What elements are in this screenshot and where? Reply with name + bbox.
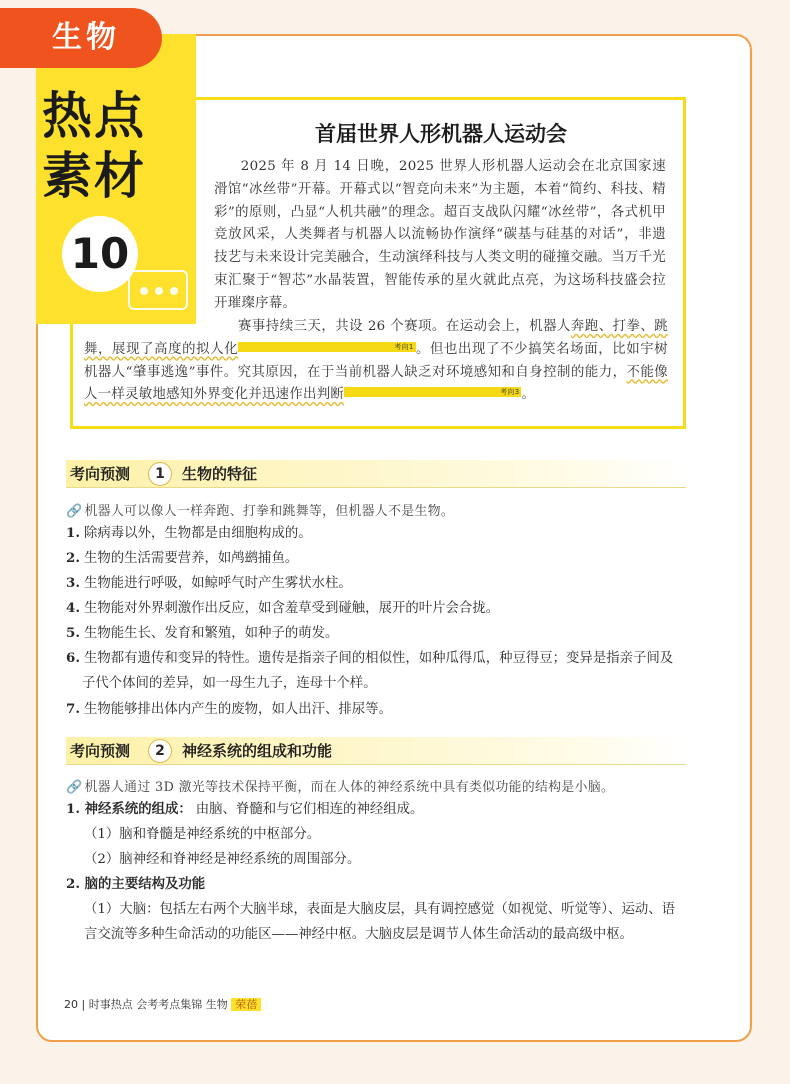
link-icon: 🔗 <box>66 780 83 795</box>
material-paragraph-1: 2025 年 8 月 14 日晚，2025 世界人形机器人运动会在北京国家速滑馆“冰丝带”开幕。开幕式以“智竞向未来”为主题，本着“简约、科技、精彩”的原则，凸显“人机共融”的理念。超百支战队闪耀“冰丝带”，各式机甲竞放风采，人类舞者与机器人以流畅协作演绎“碳基与硅基的对话”，非遗技艺与未来设计完美融合，生动演绎科技与人类文明的碰撞交融。当万千光束汇聚于“智芯”水晶装置，智能传承的星火就此点亮，为这场科技盛会拉开璀璨序幕。 <box>214 159 666 311</box>
section-2-intro <box>66 776 614 795</box>
list-item: 3. 生物能进行呼吸，如鲸呼气时产生雾状水柱。 <box>66 575 352 591</box>
section-2-header <box>66 737 686 765</box>
p2-text-a: 赛事持续三天，共设 26 个赛项。在运动会上，机器人 <box>238 319 571 334</box>
material-paragraph-2 <box>84 316 668 407</box>
list-item: 7. 生物能够排出体内产生的废物，如人出汗、排尿等。 <box>66 701 392 717</box>
hot-title-line1: 热点 <box>42 87 146 145</box>
section-2-number: 2 <box>148 739 172 763</box>
exam-tag-3: 考向3 <box>344 387 521 397</box>
list-item: 2. 生物的生活需要营养，如鸬鹚捕鱼。 <box>66 550 299 566</box>
list-item: 4. 生物能对外界刺激作出反应，如含羞草受到碰触，展开的叶片会合拢。 <box>66 600 500 616</box>
sub-item: （1）脑和脊髓是神经系统的中枢部分。 <box>84 827 321 842</box>
section-1-intro <box>66 500 454 519</box>
chat-bubble-icon <box>128 270 188 310</box>
p2-highlight-1: 奔跑、打拳、跳舞，展现了高度的拟人化 <box>84 319 668 357</box>
subheading: 1. 神经系统的组成： 由脑、脊髓和与它们相连的神经组成。 <box>66 801 424 817</box>
subject-tab: 生物 <box>0 8 162 68</box>
material-title: 首届世界人形机器人运动会 <box>315 122 567 146</box>
section-1-title: 生物的特征 <box>182 465 258 483</box>
link-icon: 🔗 <box>66 504 83 519</box>
list-item: 1. 除病毒以外，生物都是由细胞构成的。 <box>66 525 312 541</box>
exam-tag-1: 考向1 <box>238 342 415 352</box>
material-number: 10 <box>62 216 138 292</box>
footer-text: 时事热点 会考考点集锦 生物 <box>88 998 228 1011</box>
p2-text-e: 。 <box>521 387 536 403</box>
list-item: 5. 生物能生长、发育和繁殖，如种子的萌发。 <box>66 625 339 641</box>
section-1-label: 考向预测 <box>70 465 131 483</box>
section-1-intro-text: 机器人可以像人一样奔跑、打拳和跳舞等，但机器人不是生物。 <box>84 504 455 519</box>
footer-badge: 荣蓓 <box>231 998 261 1011</box>
sub-item: （2）脑神经和脊神经是神经系统的周围部分。 <box>84 852 361 867</box>
section-2-label: 考向预测 <box>70 742 131 760</box>
list-item: 6. 生物都有遗传和变异的特性。遗传是指亲子间的相似性，如种瓜得瓜，种豆得豆；变异是指亲子间及子代个体间的差异，如一母生九子，连母十个样。 <box>66 650 674 691</box>
page-footer: 20 | 时事热点 会考考点集锦 生物 荣蓓 <box>64 996 261 1012</box>
hot-title-line2: 素材 <box>42 147 146 205</box>
p2-text-c: 。但也出现了不少搞笑名场面，比如宇树机器人“肇事逃逸”事件。究其原因，在于当前机器人缺乏对环境感知和自身控制的能力， <box>84 341 668 380</box>
hot-topic-title <box>42 86 192 206</box>
section-2-title: 神经系统的组成和功能 <box>182 742 333 760</box>
p2-highlight-3: 不能像人一样灵敏地感知外界变化并迅速作出判断 <box>84 364 668 403</box>
section-1-number: 1 <box>148 462 172 486</box>
subheading: 2. 脑的主要结构及功能 <box>66 876 206 892</box>
section-2-intro-text: 机器人通过 3D 激光等技术保持平衡，而在人体的神经系统中具有类似功能的结构是小脑。 <box>84 780 615 795</box>
sub-item: （1）大脑：包括左右两个大脑半球，表面是大脑皮层，具有调控感觉（如视觉、听觉等）、运动、语言交流等多种生命活动的功能区——神经中枢。大脑皮层是调节人体生命活动的最高级中枢。 <box>84 902 676 942</box>
page-number: 20 <box>64 998 78 1011</box>
section-1-header <box>66 460 686 488</box>
